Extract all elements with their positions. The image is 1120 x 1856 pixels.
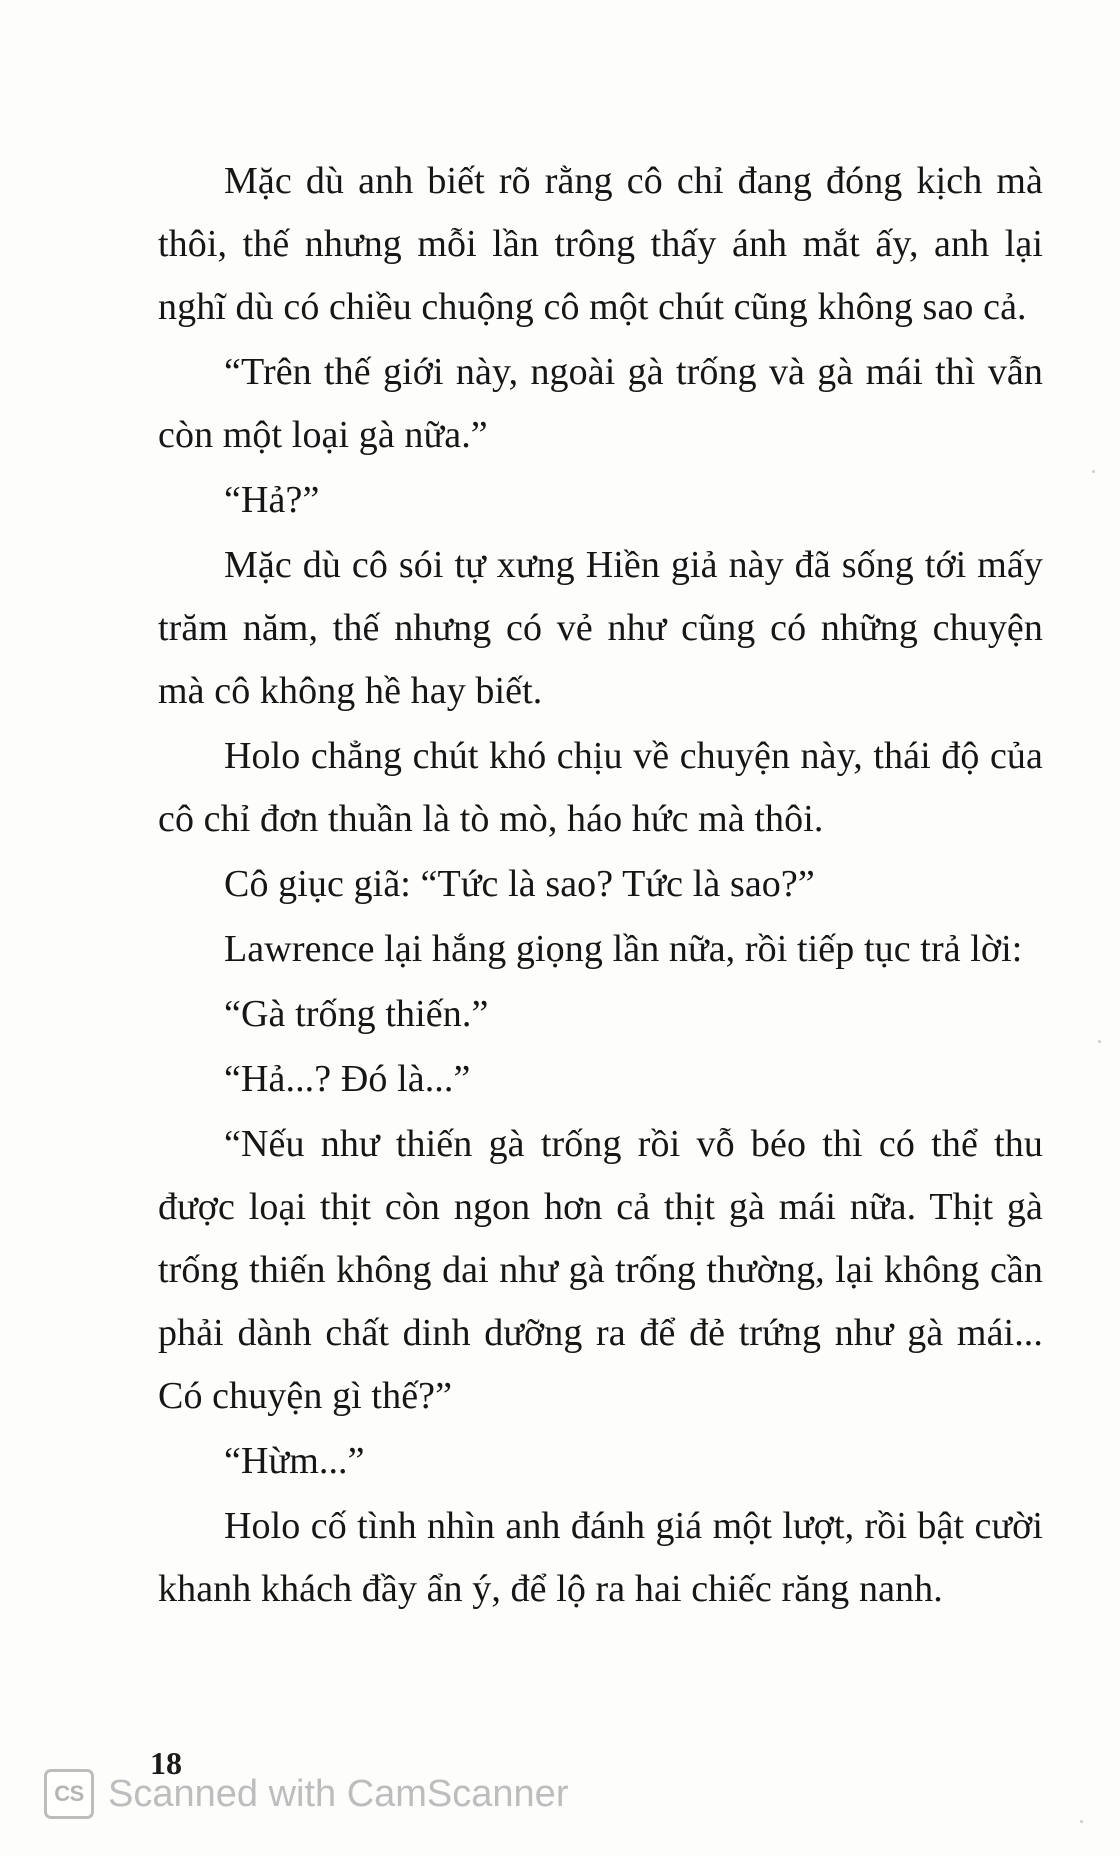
paragraph: Holo chẳng chút khó chịu về chuyện này, thái độ của cô chỉ đơn thuần là tò mò, háo hức mà thôi. [158,735,1043,840]
camscanner-logo-icon: CS [44,1769,94,1819]
scan-speck [1098,1040,1101,1043]
paragraph: Holo cố tình nhìn anh đánh giá một lượt, rồi bật cười khanh khách đầy ẩn ý, để lộ ra hai chiếc răng nanh. [158,1505,1043,1610]
body-text [158,150,1043,1623]
paragraph: “Nếu như thiến gà trống rồi vỗ béo thì có thể thu được loại thịt còn ngon hơn cả thịt gà mái nữa. Thịt gà trống thiến không dai như gà trống thường, lại không cần phải dành chất dinh dưỡng ra để đẻ trứng như gà mái... Có chuyện gì thế?” [158,1123,1043,1417]
watermark-text: Scanned with CamScanner [108,1772,569,1815]
paragraph: “Hả?” [224,479,320,521]
paragraph: “Gà trống thiến.” [224,993,489,1035]
scanner-watermark [44,1766,568,1822]
page-number: 18 [150,1745,182,1781]
paragraph: Mặc dù cô sói tự xưng Hiền giả này đã sống tới mấy trăm năm, thế nhưng có vẻ như cũng có những chuyện mà cô không hề hay biết. [158,544,1043,712]
paragraph: “Hừm...” [224,1440,365,1482]
paragraph: Lawrence lại hắng giọng lần nữa, rồi tiếp tục trả lời: [224,928,1023,970]
paragraph: Cô giục giã: “Tức là sao? Tức là sao?” [224,863,815,905]
paragraph: “Hả...? Đó là...” [224,1058,471,1100]
paragraph: “Trên thế giới này, ngoài gà trống và gà mái thì vẫn còn một loại gà nữa.” [158,351,1043,456]
scan-speck [1080,1820,1083,1823]
scan-speck [1092,470,1095,473]
paragraph: Mặc dù anh biết rõ rằng cô chỉ đang đóng kịch mà thôi, thế nhưng mỗi lần trông thấy ánh mắt ấy, anh lại nghĩ dù có chiều chuộng cô một chút cũng không sao cả. [158,160,1043,328]
